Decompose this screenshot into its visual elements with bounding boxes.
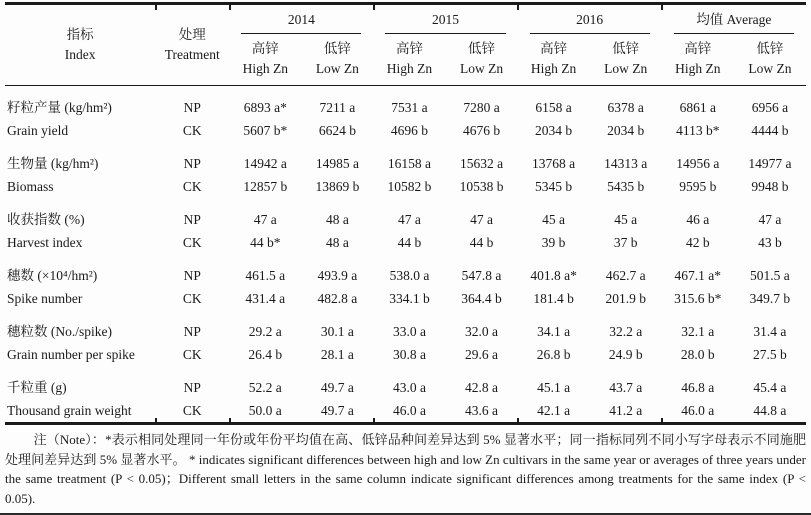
rule-tick	[155, 2, 157, 10]
rule-tick	[517, 2, 519, 10]
data-cell: 44.8 a	[753, 403, 787, 418]
data-cell: 431.4 a	[245, 291, 286, 306]
col-group-2014	[229, 5, 373, 34]
table-row	[5, 175, 806, 198]
data-cell: 4676 b	[462, 123, 501, 138]
data-cell: 181.4 b	[533, 291, 574, 306]
subcol-2016-lowzn	[590, 34, 662, 86]
data-cell: 9595 b	[679, 179, 717, 194]
table-row	[5, 399, 806, 422]
data-cell: 32.2 a	[609, 324, 643, 339]
data-cell: 6861 a	[679, 100, 716, 115]
year-label: 2015	[385, 5, 505, 34]
rule-tick	[373, 2, 375, 10]
data-cell: 14977 a	[748, 156, 792, 171]
data-cell: 47 a	[758, 212, 782, 227]
year-label: 2016	[530, 5, 650, 34]
highzn-en: High Zn	[675, 61, 721, 76]
col-group-average	[662, 5, 806, 34]
table-row	[5, 254, 806, 287]
index-label-zh: 指标	[66, 27, 94, 42]
lowzn-zh: 低锌	[468, 41, 496, 56]
subcol-2016-highzn	[518, 34, 590, 86]
subcol-2014-lowzn	[301, 34, 373, 86]
indicator-label: 生物量 (kg/hm²)	[7, 156, 99, 171]
indicator-label: Grain yield	[7, 123, 69, 138]
highzn-en: High Zn	[242, 61, 288, 76]
data-cell: 4444 b	[751, 123, 789, 138]
data-cell: 49.7 a	[320, 380, 354, 395]
treatment-value: CK	[182, 403, 202, 418]
table-header	[5, 5, 806, 86]
data-cell: 34.1 a	[537, 324, 571, 339]
lowzn-en: Low Zn	[459, 61, 504, 76]
data-cell: 10582 b	[387, 179, 432, 194]
data-cell: 547.8 a	[461, 268, 502, 283]
data-cell: 43 b	[758, 235, 782, 250]
data-cell: 28.1 a	[320, 347, 354, 362]
subcol-average-highzn	[662, 34, 734, 86]
subcol-2015-lowzn	[446, 34, 518, 86]
table-row	[5, 366, 806, 399]
table-row	[5, 343, 806, 366]
results-table	[5, 5, 806, 422]
col-header-index	[5, 5, 155, 86]
data-cell: 461.5 a	[245, 268, 286, 283]
table-note: 注（Note）：*表示相同处理同一年份或年份平均值在高、低锌品种间差异达到 5% 显著水平；同一指标同列不同小写字母表示不同施肥处理间差异达到 5% 显著水平。 * indicates significant differences between high and low Zn cultivars in the same year or averages of three years under the same treatment (P < 0.05)；Different small letters in the same column indicate significant differences among treatments for the same index (P < 0.05).	[5, 432, 806, 506]
data-cell: 46.0 a	[681, 403, 715, 418]
data-cell: 2034 b	[535, 123, 573, 138]
subcol-2015-highzn	[373, 34, 445, 86]
indicator-label: Grain number per spike	[7, 347, 135, 362]
data-cell: 45 a	[542, 212, 566, 227]
data-cell: 48 a	[325, 212, 349, 227]
data-cell: 462.7 a	[605, 268, 646, 283]
treatment-value: CK	[182, 235, 202, 250]
data-cell: 43.6 a	[465, 403, 499, 418]
table-row	[5, 119, 806, 142]
data-cell: 27.5 b	[753, 347, 787, 362]
data-cell: 501.5 a	[750, 268, 790, 283]
rule-tick	[661, 418, 663, 425]
data-cell: 7280 a	[463, 100, 500, 115]
table-row	[5, 287, 806, 310]
data-cell: 24.9 b	[608, 347, 643, 362]
data-cell: 37 b	[613, 235, 638, 250]
data-cell: 16158 a	[387, 156, 432, 171]
data-cell: 5435 b	[607, 179, 645, 194]
col-group-2016	[518, 5, 662, 34]
table-row	[5, 142, 806, 175]
lowzn-zh: 低锌	[756, 41, 784, 56]
data-cell: 30.1 a	[320, 324, 354, 339]
data-cell: 33.0 a	[392, 324, 426, 339]
table-row	[5, 86, 806, 120]
data-cell: 15632 a	[459, 156, 504, 171]
lowzn-zh: 低锌	[612, 41, 640, 56]
data-cell: 28.0 b	[680, 347, 715, 362]
highzn-zh: 高锌	[395, 41, 423, 56]
treatment-value: CK	[182, 291, 202, 306]
data-cell: 4696 b	[390, 123, 429, 138]
data-cell: 42.1 a	[537, 403, 571, 418]
data-cell: 7531 a	[391, 100, 428, 115]
indicator-label: 穗粒数 (No./spike)	[7, 324, 112, 339]
indicator-label: 籽粒产量 (kg/hm²)	[7, 100, 112, 115]
col-group-2015	[373, 5, 517, 34]
highzn-zh: 高锌	[684, 41, 712, 56]
rule-tick	[517, 418, 519, 425]
data-cell: 2034 b	[607, 123, 645, 138]
data-cell: 50.0 a	[248, 403, 282, 418]
data-cell: 5607 b*	[243, 123, 288, 138]
data-cell: 47 a	[470, 212, 493, 227]
indicator-label: Biomass	[7, 179, 54, 194]
indicator-label: 收获指数 (%)	[7, 212, 85, 227]
data-cell: 9948 b	[751, 179, 789, 194]
data-cell: 44 b*	[250, 235, 281, 250]
data-cell: 29.6 a	[465, 347, 499, 362]
data-cell: 46 a	[686, 212, 710, 227]
treatment-value: CK	[182, 179, 202, 194]
data-cell: 42.8 a	[465, 380, 499, 395]
subcol-2014-highzn	[229, 34, 301, 86]
data-cell: 47 a	[253, 212, 277, 227]
treatment-value: NP	[183, 100, 201, 115]
data-cell: 6956 a	[751, 100, 789, 115]
data-cell: 6158 a	[535, 100, 572, 115]
treatment-value: CK	[182, 123, 202, 138]
data-cell: 10538 b	[459, 179, 504, 194]
lowzn-en: Low Zn	[604, 61, 648, 76]
data-cell: 14985 a	[315, 156, 359, 171]
indicator-label: Harvest index	[7, 235, 83, 250]
table-row	[5, 198, 806, 231]
treatment-value: NP	[183, 156, 201, 171]
data-cell: 31.4 a	[753, 324, 787, 339]
data-cell: 42 b	[685, 235, 710, 250]
data-cell: 4113 b*	[676, 123, 720, 138]
data-cell: 30.8 a	[392, 347, 426, 362]
treatment-value: NP	[183, 268, 201, 283]
data-cell: 349.7 b	[749, 291, 791, 306]
data-cell: 364.4 b	[461, 291, 502, 306]
treatment-value: NP	[183, 380, 201, 395]
data-cell: 44 b	[397, 235, 422, 250]
data-cell: 45.4 a	[753, 380, 787, 395]
index-label-en: Index	[64, 47, 96, 62]
data-cell: 13869 b	[315, 179, 360, 194]
treatment-label-en: Treatment	[164, 47, 220, 62]
data-cell: 52.2 a	[248, 380, 282, 395]
rule-tick	[229, 418, 231, 425]
data-cell: 12857 b	[243, 179, 288, 194]
data-cell: 201.9 b	[605, 291, 646, 306]
data-cell: 14956 a	[676, 156, 720, 171]
data-cell: 334.1 b	[389, 291, 430, 306]
year-label: 2014	[241, 5, 361, 34]
treatment-value: NP	[183, 212, 201, 227]
data-cell: 14313 a	[604, 156, 648, 171]
treatment-value: CK	[182, 347, 202, 362]
highzn-en: High Zn	[386, 61, 433, 76]
lowzn-en: Low Zn	[748, 61, 792, 76]
subcol-average-lowzn	[734, 34, 806, 86]
indicator-label: 千粒重 (g)	[7, 380, 67, 395]
data-cell: 315.6 b*	[674, 291, 722, 306]
highzn-zh: 高锌	[251, 41, 279, 56]
indicator-label: 穗数 (×10⁴/hm²)	[7, 268, 98, 283]
data-cell: 45.1 a	[537, 380, 571, 395]
data-cell: 538.0 a	[389, 268, 430, 283]
data-cell: 5345 b	[535, 179, 573, 194]
data-cell: 43.0 a	[392, 380, 426, 395]
data-cell: 482.8 a	[317, 291, 358, 306]
data-cell: 47 a	[398, 212, 421, 227]
data-cell: 44 b	[469, 235, 494, 250]
data-cell: 14942 a	[243, 156, 287, 171]
data-cell: 6378 a	[607, 100, 644, 115]
indicator-label: Thousand grain weight	[7, 403, 132, 418]
rule-tick	[155, 418, 157, 425]
lowzn-zh: 低锌	[323, 41, 351, 56]
rule-tick	[661, 2, 663, 10]
header-year-row	[5, 5, 806, 34]
data-cell: 48 a	[325, 235, 349, 250]
data-cell: 46.0 a	[392, 403, 426, 418]
data-cell: 493.9 a	[317, 268, 358, 283]
indicator-label: Spike number	[7, 291, 83, 306]
data-cell: 49.7 a	[320, 403, 354, 418]
year-label: 均值 Average	[674, 5, 794, 34]
col-header-treatment	[155, 5, 229, 86]
data-cell: 41.2 a	[609, 403, 643, 418]
data-cell: 32.1 a	[681, 324, 715, 339]
treatment-label-zh: 处理	[178, 27, 206, 42]
data-cell: 401.8 a*	[530, 268, 577, 283]
table-row	[5, 310, 806, 343]
data-cell: 467.1 a*	[674, 268, 722, 283]
data-cell: 26.8 b	[536, 347, 571, 362]
data-cell: 7211 a	[319, 100, 356, 115]
data-cell: 32.0 a	[465, 324, 499, 339]
data-cell: 46.8 a	[681, 380, 715, 395]
data-cell: 45 a	[614, 212, 638, 227]
rule-tick	[373, 418, 375, 425]
highzn-zh: 高锌	[540, 41, 568, 56]
table-row	[5, 231, 806, 254]
data-cell: 29.2 a	[248, 324, 282, 339]
rule-tick	[229, 2, 231, 10]
treatment-value: NP	[183, 324, 201, 339]
lowzn-en: Low Zn	[315, 61, 359, 76]
data-cell: 6893 a*	[243, 100, 287, 115]
data-cell: 39 b	[541, 235, 566, 250]
data-cell: 13768 a	[532, 156, 576, 171]
data-table-wrap	[5, 2, 806, 425]
data-cell: 26.4 b	[248, 347, 283, 362]
data-cell: 6624 b	[318, 123, 356, 138]
highzn-en: High Zn	[530, 61, 577, 76]
table-body	[5, 86, 806, 423]
data-cell: 43.7 a	[609, 380, 643, 395]
